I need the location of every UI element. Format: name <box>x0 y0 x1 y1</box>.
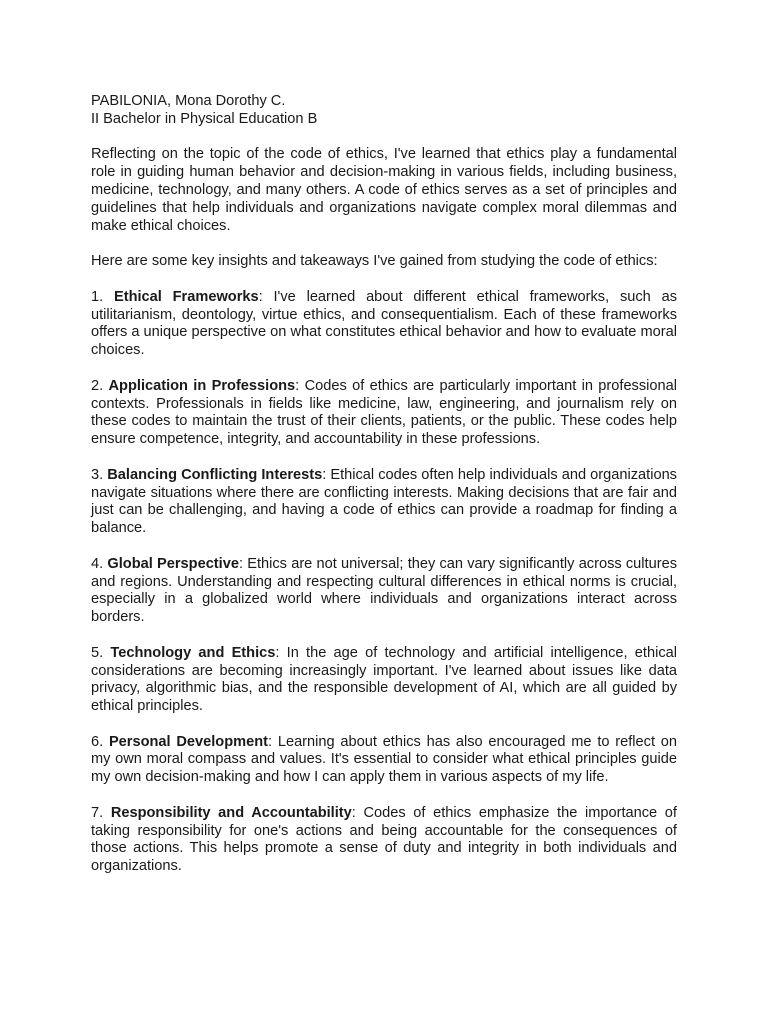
insight-item-1 <box>91 289 677 360</box>
item-title: Responsibility and Accountability <box>110 804 352 821</box>
spacer <box>91 271 677 289</box>
item-number: 3. <box>91 466 108 483</box>
item-number: 1. <box>91 288 114 305</box>
spacer <box>91 787 677 805</box>
spacer <box>91 235 677 253</box>
course-line: II Bachelor in Physical Education B <box>91 110 318 127</box>
lead-in-paragraph: Here are some key insights and takeaways I've gained from studying the code of ethics: <box>91 253 658 270</box>
item-number: 5. <box>91 644 111 661</box>
item-title: Balancing Conflicting Interests <box>107 466 323 483</box>
item-number: 2. <box>91 377 109 394</box>
item-title: Global Perspective <box>107 555 239 572</box>
item-title: Technology and Ethics <box>110 644 276 661</box>
item-number: 7. <box>91 804 111 821</box>
item-title: Ethical Frameworks <box>113 288 259 305</box>
item-text: : I've learned about different ethical frameworks, such as utilitarianism, deontology, virtue ethics, and consequentialism. Each of these frameworks offers a unique perspective on what constitutes ethical behavior and how to evaluate moral choices. <box>91 288 677 359</box>
author-name: PABILONIA, Mona Dorothy C. <box>91 93 286 109</box>
item-title: Application in Professions <box>108 377 296 394</box>
item-text: : Ethics are not universal; they can vary significantly across cultures and regions. Understanding and respecting cultural differences in ethical norms is crucial, especially in a globalized world where individuals and organizations interact across borders. <box>91 555 677 626</box>
item-text: : Learning about ethics has also encouraged me to reflect on my own moral compass and values. It's essential to consider what ethical principles guide my own decision-making and how I can apply them in various aspects of my life. <box>91 733 678 786</box>
item-number: 4. <box>91 555 108 572</box>
intro-paragraph: Reflecting on the topic of the code of ethics, I've learned that ethics play a fundamental role in guiding human behavior and decision-making in various fields, including business, medicine, technology, and many others. A code of ethics serves as a set of principles and guidelines that help individuals and organizations navigate complex moral dilemmas and make ethical choices. <box>91 146 677 234</box>
spacer <box>91 129 677 147</box>
insight-item-6 <box>91 734 677 787</box>
item-text: : In the age of technology and artificial intelligence, ethical considerations are becoming increasingly important. I've learned about issues like data privacy, algorithmic bias, and the responsible development of AI, which are all guided by ethical principles. <box>91 644 677 715</box>
spacer <box>91 627 677 645</box>
insight-item-5 <box>91 645 677 716</box>
spacer <box>91 538 677 556</box>
item-text: : Codes of ethics emphasize the importance of taking responsibility for one's actions and being accountable for the consequences of those actions. This helps promote a sense of duty and integrity in both individuals and organizations. <box>91 804 677 875</box>
spacer <box>91 360 677 378</box>
item-text: : Ethical codes often help individuals and organizations navigate situations where there are conflicting interests. Making decisions that are fair and just can be challenging, and having a code of ethics can provide a roadmap for finding a balance. <box>91 466 677 537</box>
document-page <box>91 93 677 876</box>
insight-item-4 <box>91 556 677 627</box>
item-title: Personal Development <box>108 733 269 750</box>
insight-item-7 <box>91 805 677 876</box>
item-number: 6. <box>91 733 109 750</box>
insight-item-2 <box>91 378 677 449</box>
item-text: : Codes of ethics are particularly important in professional contexts. Professionals in fields like medicine, law, engineering, and journalism rely on these codes to maintain the trust of their clients, patients, or the public. These codes help ensure competence, integrity, and accountability in these professions. <box>91 377 677 448</box>
spacer <box>91 716 677 734</box>
spacer <box>91 449 677 467</box>
insight-item-3 <box>91 467 677 538</box>
